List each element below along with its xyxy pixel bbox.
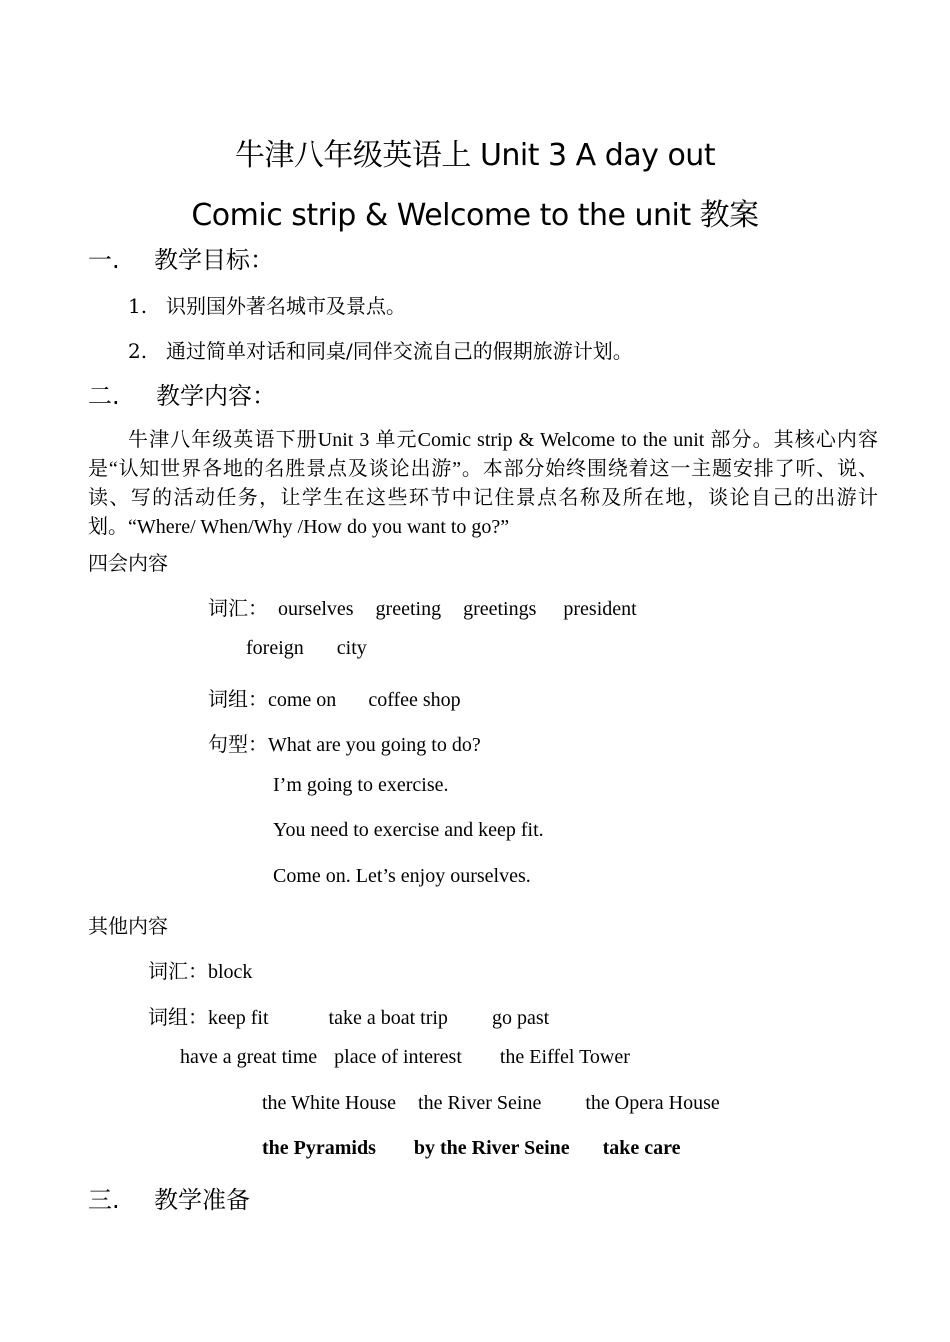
vocab-word: ourselves — [278, 598, 354, 620]
other-phrases-line3 — [262, 1092, 720, 1115]
section3-title: 教学准备 — [154, 1186, 250, 1214]
four-skills-vocab-line1 — [208, 592, 637, 621]
phrase: by the River Seine — [413, 1137, 570, 1159]
phrase-label: 词组： — [208, 689, 268, 711]
phrase: keep fit — [208, 1007, 269, 1029]
other-phrases-line1 — [148, 1001, 549, 1030]
phrase: the Eiffel Tower — [499, 1046, 630, 1068]
section1-heading — [88, 240, 274, 275]
phrase: go past — [491, 1007, 550, 1029]
phrase: the Opera House — [585, 1092, 720, 1114]
section3-heading — [88, 1180, 250, 1215]
phrase: have a great time — [180, 1046, 318, 1068]
sentence: Come on. Let’s enjoy ourselves. — [273, 865, 531, 887]
section1-number: 一. — [88, 246, 120, 274]
sentence: What are you going to do? — [268, 734, 481, 756]
content-paragraph: 牛津八年级英语下册Unit 3 单元Comic strip & Welcome to the unit 部分。其核心内容是“认知世界各地的名胜景点及谈论出游”。本部分始终围绕着这一主题安排了听、说、读、写的活动任务，让学生在这些环节中记住景点名称及所在地，谈论自己的出游计划。“Where/ When/Why /How do you want to go?” — [88, 429, 878, 538]
vocab-word: city — [336, 637, 367, 659]
other-phrases-line4 — [262, 1137, 681, 1160]
other-content-label: 其他内容 — [88, 916, 168, 938]
other-vocab — [148, 955, 252, 984]
objective-text: 通过简单对话和同桌/同伴交流自己的假期旅游计划。 — [166, 339, 633, 363]
four-skills-label: 四会内容 — [88, 553, 168, 575]
objective-number: 1. — [128, 294, 148, 318]
objective-number: 2. — [128, 339, 148, 363]
vocab-label: 词汇： — [148, 961, 208, 983]
section1-title: 教学目标： — [154, 246, 274, 274]
four-skills-sentences — [208, 728, 481, 757]
phrase: come on — [268, 689, 337, 711]
sentence: I’m going to exercise. — [273, 774, 449, 796]
vocab-word: block — [208, 961, 253, 983]
objective-text: 识别国外著名城市及景点。 — [166, 294, 406, 318]
four-skills-vocab-line2 — [246, 637, 367, 660]
document-title-line1: 牛津八年级英语上 Unit 3 A day out — [234, 138, 716, 173]
phrase-label: 词组： — [148, 1007, 208, 1029]
sentence-label: 句型： — [208, 734, 268, 756]
section3-number: 三. — [88, 1186, 120, 1214]
phrase: the Pyramids — [262, 1137, 376, 1159]
vocab-word: greetings — [463, 598, 537, 620]
objective-item-2 — [128, 335, 633, 364]
phrase: take care — [602, 1137, 681, 1159]
other-phrases-line2 — [180, 1046, 630, 1069]
objective-item-1 — [128, 290, 406, 319]
vocab-word: president — [563, 598, 637, 620]
phrase: place of interest — [334, 1046, 462, 1068]
vocab-label: 词汇： — [208, 598, 268, 620]
phrase: take a boat trip — [328, 1007, 448, 1029]
phrase: the River Seine — [418, 1092, 542, 1114]
section2-title: 教学内容： — [156, 382, 276, 410]
section2-heading — [88, 376, 276, 411]
vocab-word: greeting — [375, 598, 442, 620]
document-title-line2: Comic strip & Welcome to the unit 教案 — [191, 198, 759, 233]
sentence: You need to exercise and keep fit. — [273, 819, 544, 841]
phrase: the White House — [262, 1092, 397, 1114]
four-skills-phrases — [208, 683, 461, 712]
vocab-word: foreign — [246, 637, 304, 659]
section2-number: 二. — [88, 382, 120, 410]
phrase: coffee shop — [368, 689, 461, 711]
